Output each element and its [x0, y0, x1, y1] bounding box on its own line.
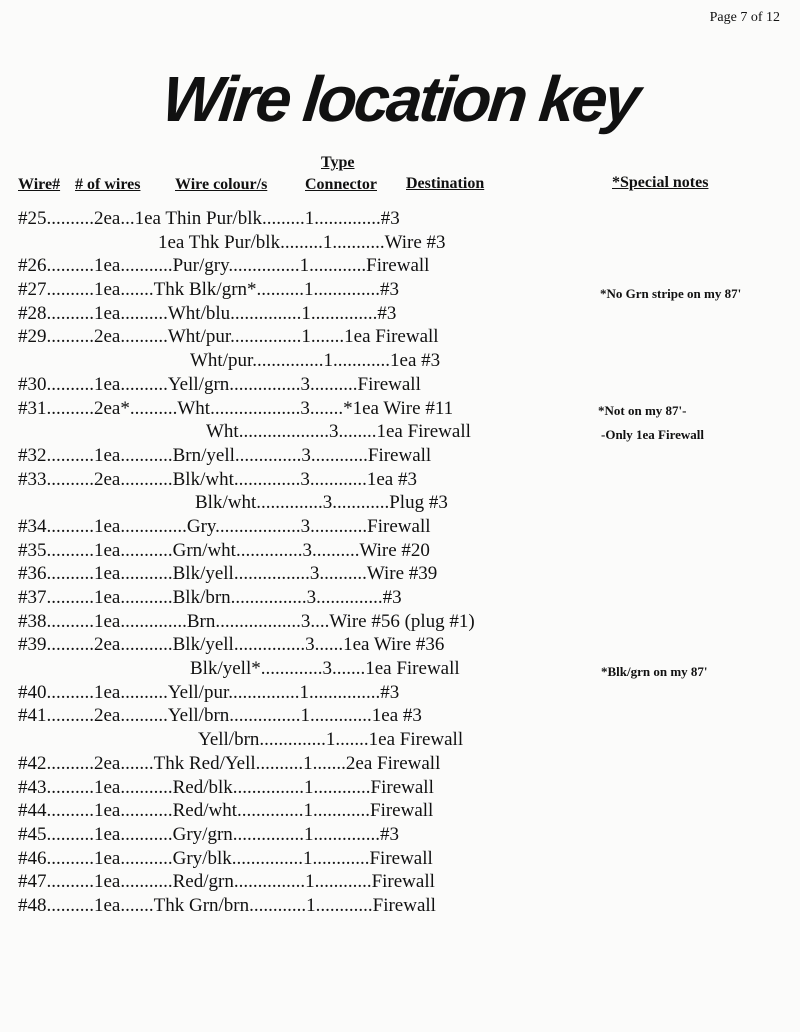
row-text: #42..........2ea.......Thk Red/Yell..........1.......2ea Firewall: [18, 752, 441, 774]
row-text: Blk/yell*.............3.......1ea Firewall: [190, 658, 460, 680]
row-text: #28..........1ea..........Wht/blu...............1..............#3: [18, 302, 397, 324]
row-text: #27..........1ea.......Thk Blk/grn*..........1..............#3: [18, 279, 400, 301]
header-wire-colour: Wire colour/s: [175, 176, 268, 193]
table-row: [0, 587, 800, 611]
special-note: *Blk/grn on my 87': [601, 664, 708, 679]
row-text: Blk/wht..............3............Plug #3: [195, 492, 448, 514]
header-special-notes: *Special notes: [612, 174, 709, 191]
table-row: [0, 540, 800, 564]
row-text: Wht/pur...............1............1ea #3: [190, 350, 441, 372]
row-text: #31..........2ea*..........Wht...................3.......*1ea Wire #11: [18, 397, 454, 419]
row-text: #39..........2ea...........Blk/yell...............3......1ea Wire #36: [18, 634, 445, 656]
table-row: [0, 871, 800, 895]
header-type: Type: [321, 154, 355, 171]
row-text: #30..........1ea..........Yell/grn...............3..........Firewall: [18, 373, 421, 395]
row-text: #40..........1ea..........Yell/pur...............1...............#3: [18, 681, 400, 703]
row-text: #48..........1ea.......Thk Grn/brn............1............Firewall: [18, 894, 436, 916]
table-row: [0, 232, 800, 256]
table-row: [0, 824, 800, 848]
table-row: [0, 516, 800, 540]
table-row: [0, 682, 800, 706]
header-wire: Wire#: [18, 176, 61, 193]
table-row: [0, 255, 800, 279]
row-text: #33..........2ea...........Blk/wht..............3............1ea #3: [18, 468, 417, 490]
table-row: [0, 469, 800, 493]
row-text: #38..........1ea..............Brn..................3....Wire #56 (plug #1): [18, 610, 475, 632]
row-text: 1ea Thk Pur/blk.........1...........Wire #3: [158, 231, 446, 253]
wire-table: [0, 208, 800, 919]
header-destination: Destination: [406, 175, 485, 192]
special-note: *Not on my 87'-: [598, 403, 687, 418]
row-text: Yell/brn..............1.......1ea Firewall: [198, 729, 464, 751]
table-row: [0, 492, 800, 516]
row-text: #47..........1ea...........Red/grn...............1............Firewall: [18, 871, 435, 893]
table-row: [0, 777, 800, 801]
table-row: [0, 848, 800, 872]
table-row: [0, 208, 800, 232]
header-connector: Connector: [305, 176, 377, 193]
row-text: #34..........1ea..............Gry..................3............Firewall: [18, 515, 431, 537]
row-text: #43..........1ea...........Red/blk...............1............Firewall: [18, 776, 434, 798]
row-text: #35..........1ea...........Grn/wht..............3..........Wire #20: [18, 539, 430, 561]
row-text: #29..........2ea..........Wht/pur...............1.......1ea Firewall: [18, 326, 439, 348]
row-text: #26..........1ea...........Pur/gry...............1............Firewall: [18, 255, 430, 277]
row-text: #46..........1ea...........Gry/blk...............1............Firewall: [18, 847, 433, 869]
table-row: [0, 350, 800, 374]
row-text: #41..........2ea..........Yell/brn...............1.............1ea #3: [18, 705, 422, 727]
row-text: #36..........1ea...........Blk/yell................3..........Wire #39: [18, 563, 438, 585]
table-row: [0, 634, 800, 658]
row-text: Wht...................3........1ea Firewall: [206, 421, 471, 443]
table-row: [0, 374, 800, 398]
row-text: #32..........1ea...........Brn/yell..............3............Firewall: [18, 444, 432, 466]
page-title: Wire location key: [158, 63, 642, 135]
row-text: #25..........2ea...1ea Thin Pur/blk.........1..............#3: [18, 208, 400, 229]
page-number: Page 7 of 12: [709, 10, 780, 25]
table-row: [0, 326, 800, 350]
table-row: [0, 895, 800, 919]
row-text: #37..........1ea...........Blk/brn................3..............#3: [18, 587, 402, 608]
row-text: #44..........1ea...........Red/wht..............1............Firewall: [18, 800, 434, 822]
table-row: [0, 611, 800, 635]
table-row: [0, 445, 800, 469]
table-row: [0, 563, 800, 587]
row-text: #45..........1ea...........Gry/grn...............1..............#3: [18, 823, 400, 845]
table-row: [0, 800, 800, 824]
table-row: [0, 753, 800, 777]
table-row: [0, 729, 800, 753]
table-row: [0, 303, 800, 327]
special-note: -Only 1ea Firewall: [601, 427, 705, 442]
table-row: [0, 705, 800, 729]
special-note: *No Grn stripe on my 87': [600, 286, 742, 301]
header-num-wires: # of wires: [75, 176, 141, 193]
